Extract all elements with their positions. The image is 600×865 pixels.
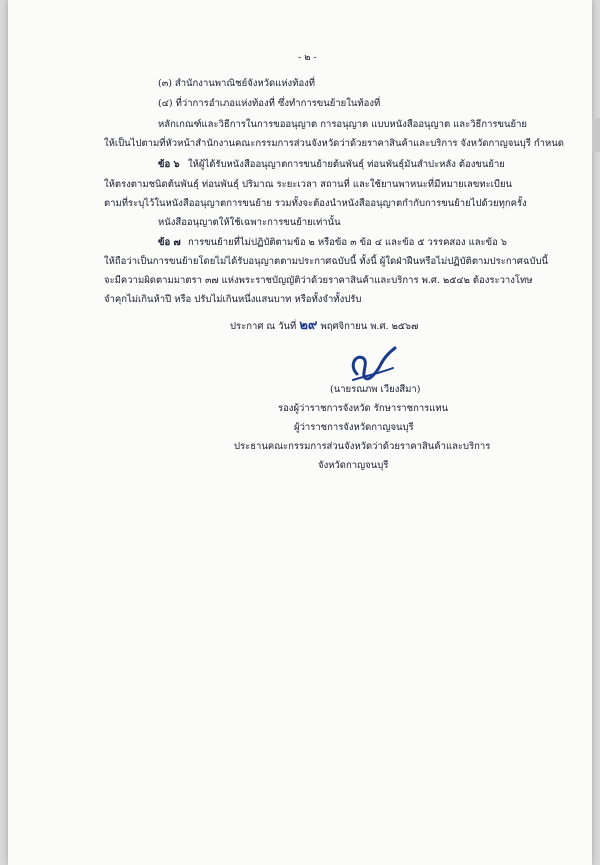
clause6-line: ตามที่ระบุไว้ในหนังสืออนุญาตการขนย้าย รวมทั้งจะต้องนำหนังสืออนุญาตกำกับการขนย้ายไปด้วยทุกครั้ง [104,198,527,209]
list-item: (๓) สำนักงานพาณิชย์จังหวัดแห่งท้องที่ [158,78,316,89]
document-body [8,0,592,865]
clause7-line: ให้ถือว่าเป็นการขนย้ายโดยไม่ได้รับอนุญาตตามประกาศฉบับนี้ ทั้งนี้ ผู้ใดฝ่าฝืนหรือไม่ปฏิบัติตามประกาศฉบับนี้ [104,256,548,267]
clause6-line: หนังสืออนุญาตให้ใช้เฉพาะการขนย้ายเท่านั้น [158,217,341,228]
signature-image [343,344,403,386]
criteria-line-1: หลักเกณฑ์และวิธีการในการขออนุญาต การอนุญาต แบบหนังสืออนุญาต และวิธีการขนย้าย [158,119,527,130]
announce-prefix: ประกาศ ณ วันที่ [230,321,297,332]
clause6-label: ข้อ ๖ [158,159,180,170]
page-edge-tab [592,118,600,152]
signatory-line: ผู้ว่าราชการจังหวัดกาญจนบุรี [294,422,414,433]
document-page [8,0,592,865]
page-number: - ๒ - [298,52,317,63]
clause7-label: ข้อ ๗ [158,237,181,248]
announce-month-year: พฤศจิกายน พ.ศ. ๒๕๖๗ [320,321,419,332]
announce-date [230,318,418,335]
signatory-line: จังหวัดกาญจนบุรี [318,460,389,471]
clause7-line: จะมีความผิดตามมาตรา ๓๗ แห่งพระราชบัญญัติว่าด้วยราคาสินค้าและบริการ พ.ศ. ๒๕๔๒ ต้องระวางโทษ [104,275,533,286]
list-item: (๔) ที่ว่าการอำเภอแห่งท้องที่ ซึ่งทำการขนย้ายในท้องที่ [158,98,381,109]
clause7-line: การขนย้ายที่ไม่ปฏิบัติตามข้อ ๒ หรือข้อ ๓ ข้อ ๔ และข้อ ๕ วรรคสอง และข้อ ๖ [188,237,507,248]
announce-day: ๒๙ [299,318,318,333]
signatory-name: (นายรณภพ เวียงสีมา) [330,384,421,395]
signatory-line: รองผู้ว่าราชการจังหวัด รักษาราชการแทน [278,403,449,414]
signatory-line: ประธานคณะกรรมการส่วนจังหวัดว่าด้วยราคาสินค้าและบริการ [234,441,491,452]
clause6-line: ให้ตรงตามชนิดต้นพันธุ์ ท่อนพันธุ์ ปริมาณ ระยะเวลา สถานที่ และใช้ยานพาหนะที่มีหมายเลขทะเบียน [104,179,513,190]
clause7-line: จำคุกไม่เกินห้าปี หรือ ปรับไม่เกินหนึ่งแสนบาท หรือทั้งจำทั้งปรับ [104,294,362,305]
criteria-line-2: ให้เป็นไปตามที่หัวหน้าสำนักงานคณะกรรมการส่วนจังหวัดว่าด้วยราคาสินค้าและบริการ จังหวัดกาญจนบุรี กำหนด [104,138,564,149]
clause6-line: ให้ผู้ได้รับหนังสืออนุญาตการขนย้ายต้นพันธุ์ ท่อนพันธุ์มันสำปะหลัง ต้องขนย้าย [188,159,505,170]
